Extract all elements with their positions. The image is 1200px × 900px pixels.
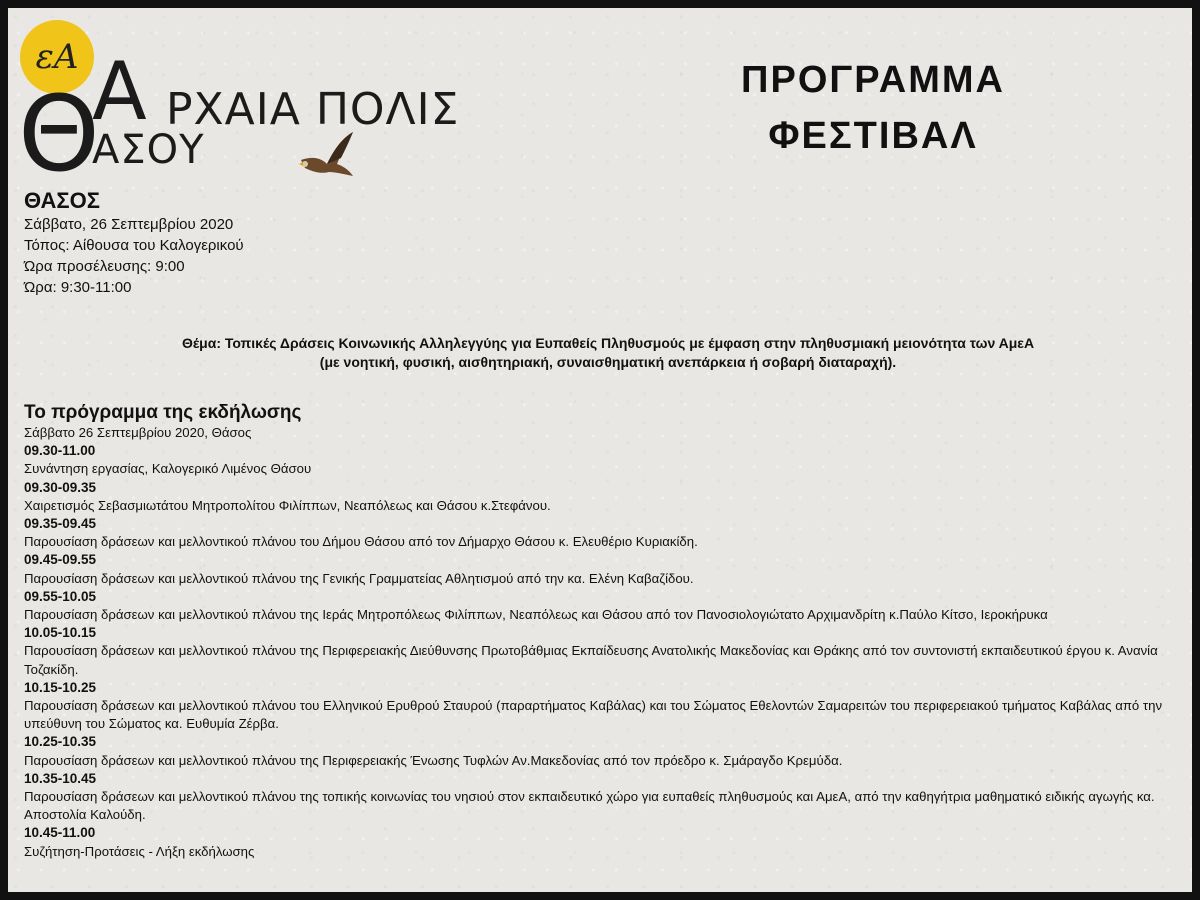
schedule-time: 10.05-10.15 [24, 625, 97, 641]
title-line2: ΦΕΣΤΙΒΑΛ [768, 115, 978, 157]
schedule-text: Χαιρετισμός Σεβασμιωτάτου Μητροπολίτου Φιλίππων, Νεαπόλεως και Θάσου κ.Στεφάνου. [24, 497, 551, 513]
program-heading: Το πρόγραμμα της εκδήλωσης [24, 402, 302, 423]
schedule-item [24, 442, 1188, 478]
program-title [728, 52, 1018, 164]
schedule-time: 10.25-10.35 [24, 734, 97, 750]
theme-line1: Θέμα: Τοπικές Δράσεις Κοινωνικής Αλληλεγγύης για Ευπαθείς Πληθυσμούς με έμφαση στην πληθυσμιακή μειονότητα των ΑμεΑ [181, 335, 1035, 351]
program-subheading: Σάββατο 26 Σεπτεμβρίου 2020, Θάσος [24, 425, 252, 440]
schedule-item [24, 624, 1188, 679]
schedule-item [24, 479, 1188, 515]
schedule-text: Συνάντηση εργασίας, Καλογερικό Λιμένος Θάσου [24, 461, 312, 477]
schedule-item [24, 770, 1188, 825]
schedule-item [24, 515, 1188, 551]
schedule-time: 10.15-10.25 [24, 679, 97, 695]
logo-line1: ΡΧΑΙΑ ΠΟΛΙΣ [166, 84, 460, 135]
logo-alpha: Α [92, 45, 147, 138]
schedule-item [24, 551, 1188, 587]
schedule-text: Παρουσίαση δράσεων και μελλοντικού πλάνου της Περιφερειακής Διεύθυνσης Πρωτοβάθμιας Εκπαίδευσης Ανατολικής Μακεδονίας και Θράκης από τον συντονιστή εκπαιδευτικού έργου κ. Ανανία Τοζακίδη. [24, 643, 1158, 677]
event-venue: Τόπος: Αίθουσα του Καλογερικού [24, 237, 244, 254]
schedule-item [24, 824, 1188, 860]
title-line1: ΠΡΟΓΡΑΜΜΑ [741, 59, 1005, 101]
schedule-text: Συζήτηση-Προτάσεις - Λήξη εκδήλωσης [24, 843, 255, 859]
schedule-text: Παρουσίαση δράσεων και μελλοντικού πλάνου της τοπικής κοινωνίας του νησιού στον εκπαιδευτικό χώρο για ευπαθείς πληθυσμούς και ΑμεΑ, από την καθηγήτρια μαθηματικό ειδικής αγωγής κα. Αποστολία Καλούδη. [24, 789, 1155, 823]
event-place: ΘΑΣΟΣ [24, 188, 100, 213]
schedule-item [24, 588, 1188, 624]
schedule-time: 09.55-10.05 [24, 588, 97, 604]
logo-line2: ΑΣΟΥ [92, 127, 205, 173]
event-arrival: Ώρα προσέλευσης: 9:00 [24, 258, 185, 275]
schedule-time: 10.35-10.45 [24, 770, 97, 786]
schedule-time: 09.35-09.45 [24, 516, 97, 532]
eagle-icon [291, 126, 361, 182]
event-theme [48, 334, 1168, 372]
program-schedule [24, 402, 1188, 861]
event-hours: Ώρα: 9:30-11:00 [24, 279, 132, 296]
event-info [24, 188, 424, 298]
theme-line2: (με νοητική, φυσική, αισθητηριακή, συναισθηματική ανεπάρκεια ή σοβαρή διαταραχή). [319, 354, 897, 370]
schedule-item [24, 679, 1188, 734]
schedule-text: Παρουσίαση δράσεων και μελλοντικού πλάνου της Περιφερειακής Ένωσης Τυφλών Αν.Μακεδονίας από τον πρόεδρο κ. Σμάραγδο Κρεμύδα. [24, 752, 843, 768]
schedule-text: Παρουσίαση δράσεων και μελλοντικού πλάνου του Ελληνικού Ερυθρού Σταυρού (παραρτήματος Καβάλας) και του Σώματος Εθελοντών Σαμαρειτών του περιφερειακού τμήματος Καβάλας από την υπεύθυνη του Σώματος κα. Ευθυμία Ζέρβα. [24, 698, 1163, 732]
event-date: Σάββατο, 26 Σεπτεμβρίου 2020 [24, 216, 234, 233]
schedule-text: Παρουσίαση δράσεων και μελλοντικού πλάνου της Ιεράς Μητροπόλεως Φιλίππων, Νεαπόλεως και Θάσου από τον Πανοσιολογιώτατο Αρχιμανδρίτη κ.Παύλο Κίτσο, Ιεροκήρυκα [24, 607, 1048, 623]
schedule-time: 09.45-09.55 [24, 552, 97, 568]
festival-logo [8, 8, 488, 195]
schedule-time: 10.45-11.00 [24, 825, 96, 841]
logo-theta: Θ [18, 73, 100, 195]
schedule-time: 09.30-11.00 [24, 443, 96, 459]
logo-emblem-text: εΑ [35, 37, 79, 77]
schedule-text: Παρουσίαση δράσεων και μελλοντικού πλάνου της Γενικής Γραμματείας Αθλητισμού από την κα. Ελένη Καβαζίδου. [24, 570, 694, 586]
schedule-time: 09.30-09.35 [24, 479, 97, 495]
schedule-text: Παρουσίαση δράσεων και μελλοντικού πλάνου του Δήμου Θάσου από τον Δήμαρχο Θάσου κ. Ελευθέριο Κυριακίδη. [24, 534, 698, 550]
poster [8, 8, 1192, 892]
schedule-item [24, 733, 1188, 769]
